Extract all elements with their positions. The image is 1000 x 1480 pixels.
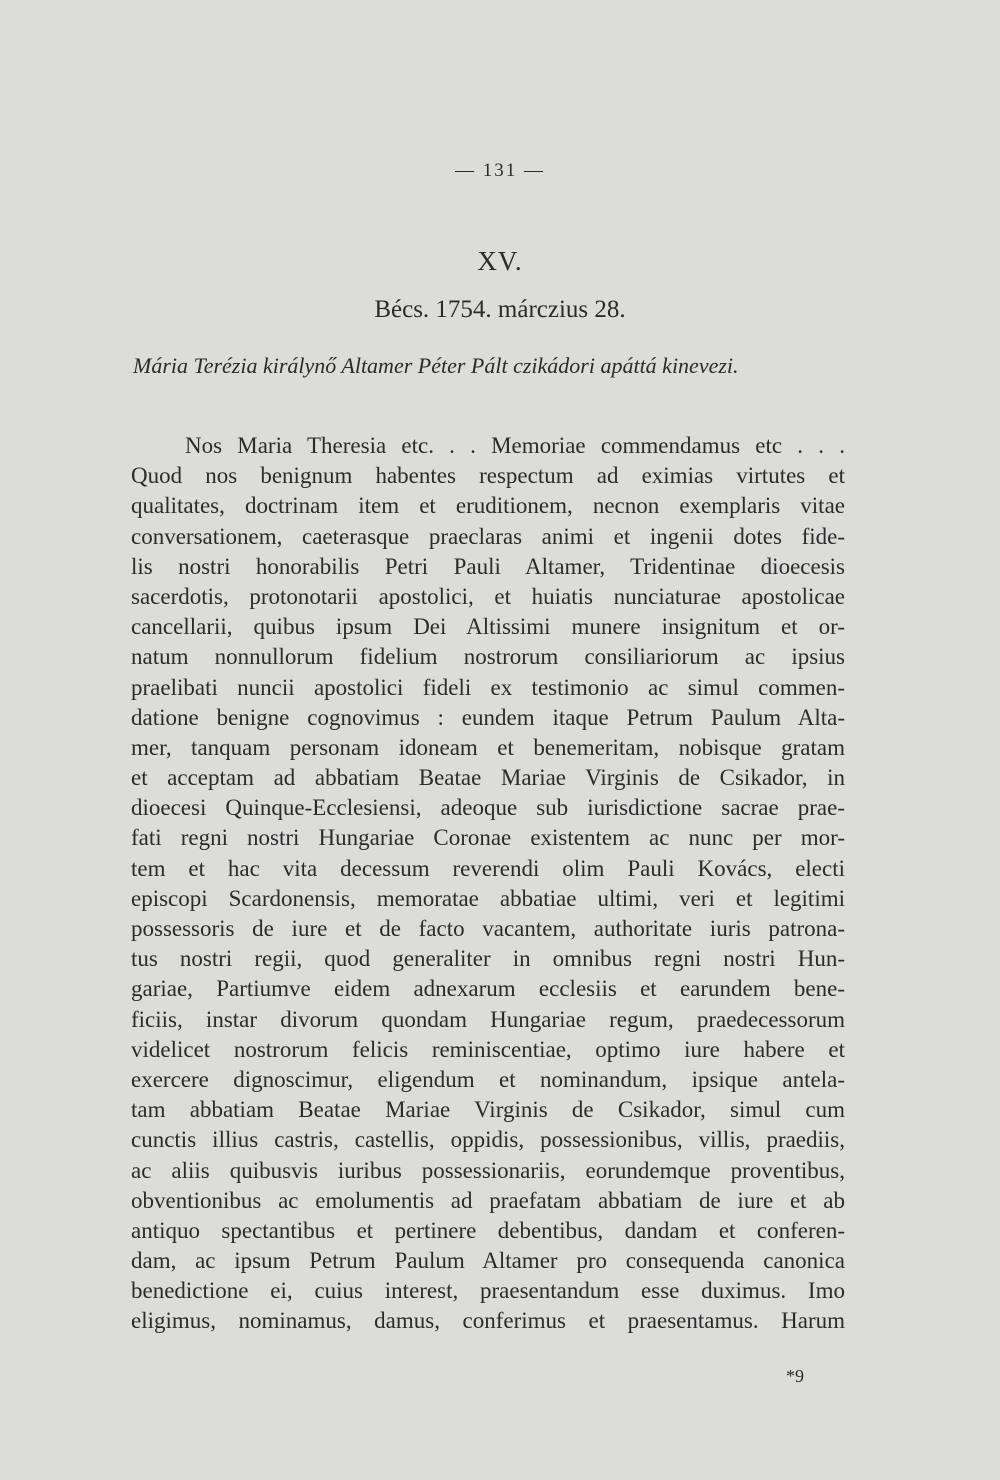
body-line: benedictione ei, cuius interest, praesentandum esse duximus. Imo xyxy=(131,1278,845,1304)
body-line: ficiis, instar divorum quondam Hungariae regum, praedecessorum xyxy=(131,1006,845,1032)
body-line: sacerdotis, protonotarii apostolici, et huiatis nunciaturae apostolicae xyxy=(131,583,845,609)
page-number: — 131 — xyxy=(455,160,545,181)
document-summary-heading: Mária Terézia királynő Altamer Péter Pált czikádori apáttá kinevezi. xyxy=(133,353,739,378)
body-line: antiquo spectantibus et pertinere debentibus, dandam et conferen- xyxy=(131,1217,845,1243)
body-line: ac aliis quibusvis iuribus possessionariis, eorundemque proventibus, xyxy=(131,1157,845,1183)
body-line: datione benigne cognovimus : eundem itaque Petrum Paulum Alta- xyxy=(131,704,845,730)
body-line: eligimus, nominamus, damus, conferimus et praesentamus. Harum xyxy=(131,1308,845,1334)
body-line: exercere dignoscimur, eligendum et nominandum, ipsique antela- xyxy=(131,1066,845,1092)
body-line: conversationem, caeterasque praeclaras animi et ingenii dotes fide- xyxy=(131,523,845,549)
body-line: tam abbatiam Beatae Mariae Virginis de Csikador, simul cum xyxy=(131,1097,845,1123)
body-line: lis nostri honorabilis Petri Pauli Altamer, Tridentinae dioecesis xyxy=(131,553,845,579)
body-line: natum nonnullorum fidelium nostrorum consiliariorum ac ipsius xyxy=(131,644,845,670)
printer-signature-mark: *9 xyxy=(786,1366,804,1386)
body-line: obventionibus ac emolumentis ad praefatam abbatiam de iure et ab xyxy=(131,1187,845,1213)
body-line: episcopi Scardonensis, memoratae abbatiae ultimi, veri et legitimi xyxy=(131,885,845,911)
body-line: possessoris de iure et de facto vacantem, authoritate iuris patrona- xyxy=(131,916,845,941)
body-line: tem et hac vita decessum reverendi olim Pauli Kovács, electi xyxy=(131,855,845,881)
body-line: cunctis illius castris, castellis, oppidis, possessionibus, villis, praediis, xyxy=(131,1127,845,1153)
body-line: Quod nos benignum habentes respectum ad eximias virtutes et xyxy=(131,463,845,489)
body-line: fati regni nostri Hungariae Coronae existentem ac nunc per mor- xyxy=(131,825,845,851)
body-line: tus nostri regii, quod generaliter in omnibus regni nostri Hun- xyxy=(131,946,845,972)
section-number: XV. xyxy=(477,246,523,276)
body-line: videlicet nostrorum felicis reminiscentiae, optimo iure habere et xyxy=(131,1036,845,1062)
body-line: dam, ac ipsum Petrum Paulum Altamer pro consequenda canonica xyxy=(131,1248,845,1274)
body-line: cancellarii, quibus ipsum Dei Altissimi munere insignitum et or- xyxy=(131,614,845,640)
body-line: mer, tanquam personam idoneam et benemeritam, nobisque gratam xyxy=(131,734,845,760)
body-line: dioecesi Quinque-Ecclesiensi, adeoque sub iurisdictione sacrae prae- xyxy=(131,795,845,821)
document-body xyxy=(131,431,845,1337)
body-line: gariae, Partiumve eidem adnexarum ecclesiis et earundem bene- xyxy=(131,976,845,1002)
document-dateline: Bécs. 1754. márczius 28. xyxy=(374,296,626,323)
body-line: praelibati nuncii apostolici fideli ex testimonio ac simul commen- xyxy=(131,674,845,700)
body-line: Nos Maria Theresia etc. . . Memoriae commendamus etc . . . xyxy=(185,433,845,458)
body-line: et acceptam ad abbatiam Beatae Mariae Virginis de Csikador, in xyxy=(131,765,845,791)
body-line: qualitates, doctrinam item et eruditionem, necnon exemplaris vitae xyxy=(131,493,845,519)
